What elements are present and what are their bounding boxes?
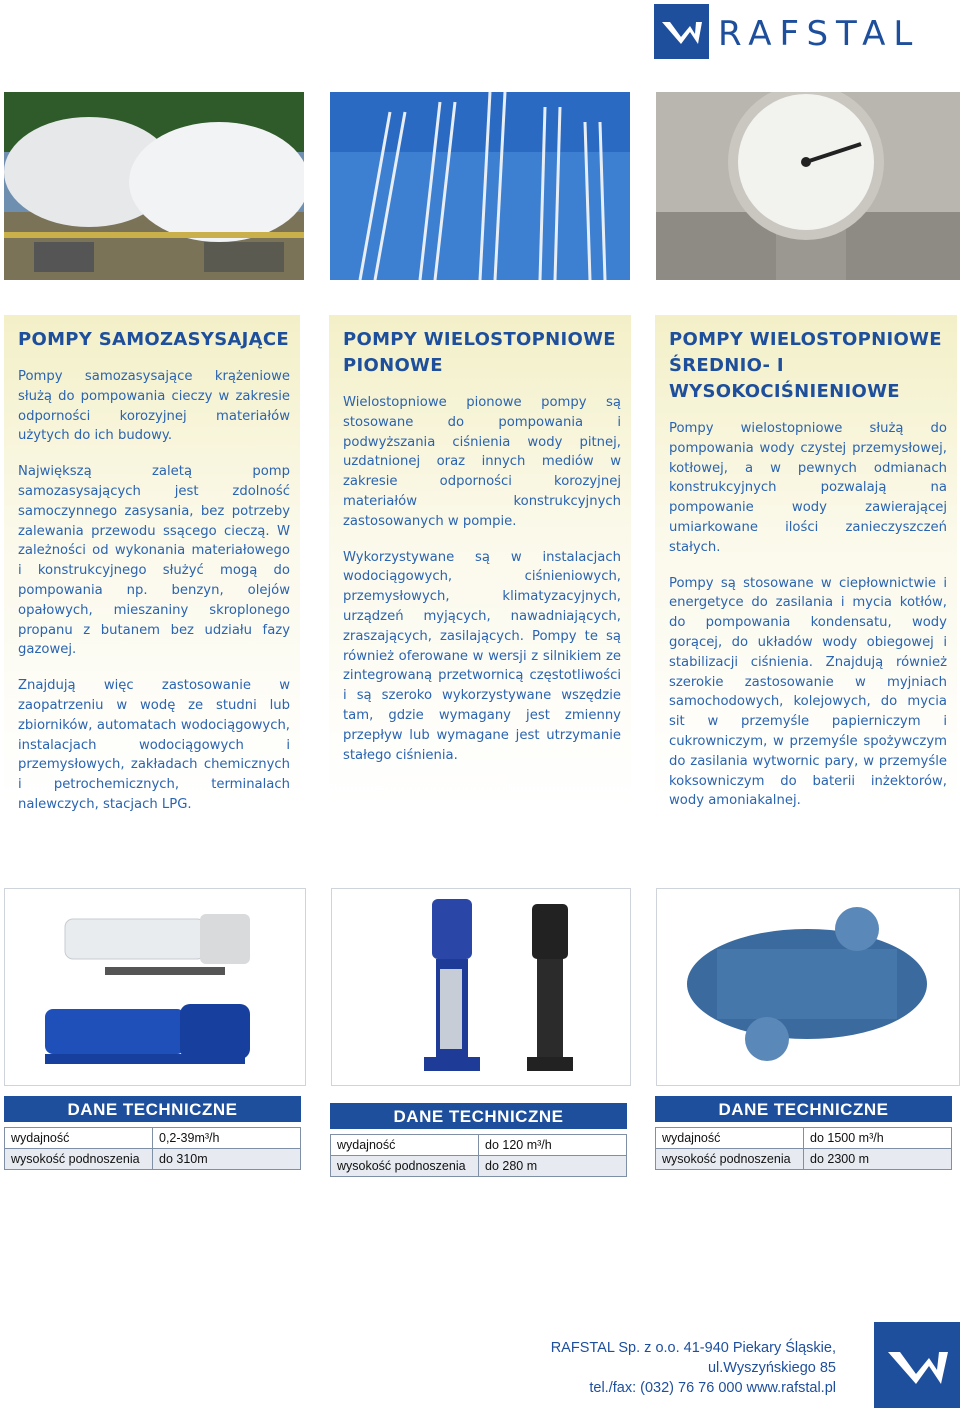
contact-line: tel./fax: (032) 76 76 000 www.rafstal.pl <box>589 1380 836 1396</box>
tech-table-2 <box>330 1103 627 1177</box>
company-address <box>466 1338 836 1398</box>
tech-value: 0,2-39m³/h <box>153 1128 301 1149</box>
rafstal-logo-icon <box>654 4 709 59</box>
tech-label: wydajność <box>5 1128 153 1149</box>
paragraph: Pompy samozasysające krążeniowe służą do pompowania cieczy w zakresie odporności korozyjnej materiałów użytych do ich budowy. <box>18 369 290 444</box>
tech-value: do 120 m³/h <box>479 1135 627 1156</box>
tech-label: wysokość podnoszenia <box>5 1149 153 1170</box>
photo-ladders <box>330 92 630 280</box>
paragraph: Pompy wielostopniowe służą do pompowania wody czystej przemysłowej, kotłowej, a w pewnych odmianach konstrukcyjnych pozwalają na pompowanie wody zawierającej umiarkowane ilości zanieczyszczeń stałych. <box>669 421 947 555</box>
tech-table-heading: DANE TECHNICZNE <box>4 1096 301 1122</box>
product-photo-self-priming-pumps <box>4 888 306 1086</box>
paragraph: Wykorzystywane są w instalacjach wodociągowych, ciśnieniowych, przemysłowych, klimatyzacyjnych, urządzeń myjących, nawadniających, zraszających, zasilających. Pompy te są również oferowane w wersji z silnikiem ze zintegrowaną przetwornicą częstotliwości i są szeroko wykorzystywane wszędzie tam, gdzie wymagany jest zmienny przepływ lub wymagane jest utrzymanie stałego ciśnienia. <box>343 549 621 763</box>
tech-label: wysokość podnoszenia <box>331 1156 479 1177</box>
rafstal-footer-logo-icon <box>874 1322 960 1408</box>
tech-table-heading: DANE TECHNICZNE <box>330 1103 627 1129</box>
section-title: POMPY WIELOSTOPNIOWE ŚREDNIO- I WYSOKOCIŚNIENIOWE <box>669 329 942 402</box>
tech-table-3 <box>655 1096 952 1170</box>
column-high-pressure-multistage <box>655 315 957 809</box>
brand-name: RAFSTAL <box>718 14 921 54</box>
tech-value: do 310m <box>153 1149 301 1170</box>
column-vertical-multistage <box>329 315 631 805</box>
tech-label: wydajność <box>331 1135 479 1156</box>
address-line: RAFSTAL Sp. z o.o. 41-940 Piekary Śląskie, ul.Wyszyńskiego 85 <box>550 1340 836 1376</box>
paragraph: Wielostopniowe pionowe pompy są stosowane do pompowania i podwyższania ciśnienia wody pitnej, uzdatnionej oraz innych mediów w zakresie odporności korozyjnej materiałów konstrukcyjnych zastosowanych w pompie. <box>343 395 621 529</box>
section-title: POMPY SAMOZASYSAJĄCE <box>18 329 290 350</box>
tech-table-heading: DANE TECHNICZNE <box>655 1096 952 1122</box>
tech-label: wydajność <box>656 1128 804 1149</box>
section-title: POMPY WIELOSTOPNIOWE PIONOWE <box>343 329 616 376</box>
tech-value: do 1500 m³/h <box>804 1128 952 1149</box>
photo-lpg-tanks <box>4 92 304 280</box>
paragraph: Największą zaletą pomp samozasysających jest zdolność samoczynnego zasysania, bez potrzeby zalewania przewodu ssącego cieczą. W zależności od wykonania materiałowego i konstrukcyjnego służyć mogą do pompowania np. benzyn, olejów opałowych, mieszaniny skroplonego propanu z butanem bez udziału fazy gazowej. <box>18 464 290 658</box>
paragraph: Pompy są stosowane w ciepłownictwie i energetyce do zasilania i mycia kotłów, do pompowania kondensatu, wody gorącej, do układów wody obiegowej i stabilizacji ciśnienia. Znajdują również szerokie zastosowanie w myjniach samochodowych, kolejowych, do mycia sit w przemyśle papierniczym i cukrowniczym, w przemyśle spożywczym do zasilania wytwornic pary, w przemyśle koksowniczym do baterii inżektorów, wody amoniakalnej. <box>669 575 947 809</box>
column-self-priming <box>4 315 300 812</box>
photo-pressure-gauge <box>656 92 960 280</box>
tech-value: do 2300 m <box>804 1149 952 1170</box>
tech-table-1 <box>4 1096 301 1170</box>
paragraph: Znajdują więc zastosowanie w zaopatrzeniu w wodę ze studni lub zbiorników, automatach wodociągowych, instalacjach wodociągowych i przemysłowych, zakładach chemicznych i petrochemicznych, terminalach nalewczych, stacjach LPG. <box>18 678 290 812</box>
product-photo-multistage-pump <box>656 888 960 1086</box>
product-photo-vertical-pumps <box>331 888 631 1086</box>
tech-label: wysokość podnoszenia <box>656 1149 804 1170</box>
tech-value: do 280 m <box>479 1156 627 1177</box>
